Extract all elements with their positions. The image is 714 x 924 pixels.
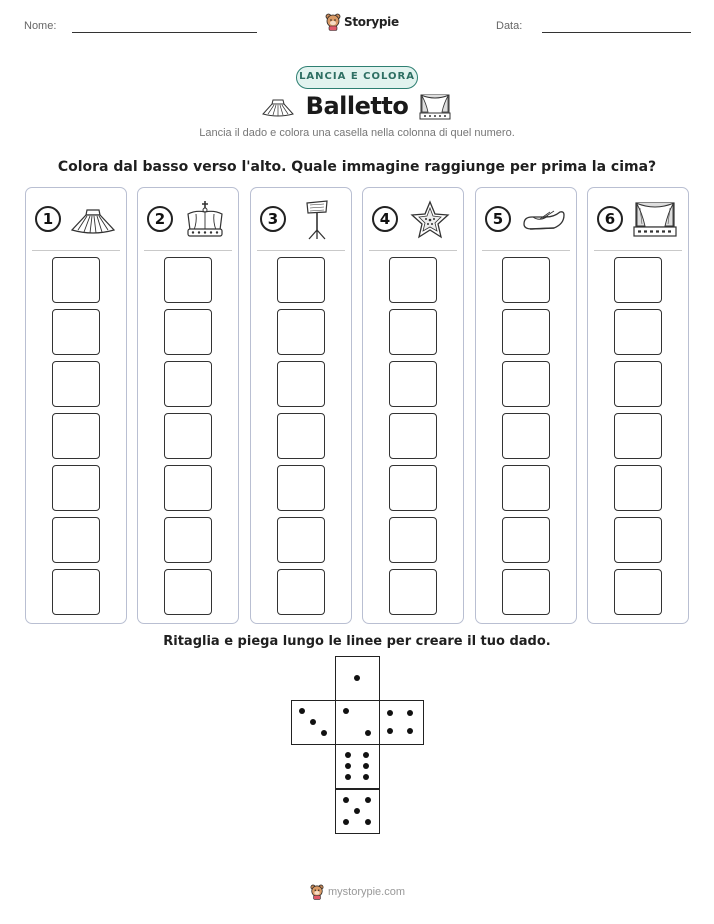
color-box[interactable]	[277, 517, 325, 563]
color-box[interactable]	[614, 257, 662, 303]
color-box[interactable]	[277, 361, 325, 407]
color-box[interactable]	[614, 413, 662, 459]
color-box[interactable]	[164, 361, 212, 407]
color-box[interactable]	[502, 517, 550, 563]
column-number: 1	[35, 206, 61, 232]
color-box[interactable]	[164, 569, 212, 615]
theater-stage-icon	[632, 200, 678, 240]
ballet-shoe-icon	[520, 200, 566, 240]
dice-pip	[363, 763, 369, 769]
color-box[interactable]	[164, 257, 212, 303]
dice-pip	[387, 710, 393, 716]
color-box[interactable]	[614, 309, 662, 355]
dice-pip	[387, 728, 393, 734]
column-number: 2	[147, 206, 173, 232]
dice-pip	[363, 752, 369, 758]
color-box[interactable]	[52, 465, 100, 511]
bear-mascot-icon	[310, 884, 324, 900]
color-box[interactable]	[52, 309, 100, 355]
dice-face-4	[379, 700, 424, 745]
crown-icon	[182, 200, 228, 240]
column-number: 3	[260, 206, 286, 232]
dice-pip	[365, 730, 371, 736]
dice-pip	[343, 797, 349, 803]
column-header	[26, 188, 126, 250]
dice-pip	[343, 708, 349, 714]
column-3	[250, 187, 352, 624]
color-box[interactable]	[164, 413, 212, 459]
dice-face-6	[335, 744, 380, 789]
dice-pip	[407, 710, 413, 716]
subtitle: Lancia il dado e colora una casella nella colonna di quel numero.	[199, 127, 515, 139]
footer	[310, 884, 405, 900]
color-box[interactable]	[389, 517, 437, 563]
column-5	[475, 187, 577, 624]
dice-face-5	[335, 789, 380, 834]
color-box[interactable]	[277, 413, 325, 459]
column-header	[363, 188, 463, 250]
instruction: Colora dal basso verso l'alto. Quale immagine raggiunge per prima la cima?	[57, 159, 657, 175]
color-box[interactable]	[502, 257, 550, 303]
column-number: 5	[485, 206, 511, 232]
column-4	[362, 187, 464, 624]
column-number: 6	[597, 206, 623, 232]
dice-pip	[345, 763, 351, 769]
column-divider	[482, 250, 570, 251]
color-box[interactable]	[277, 465, 325, 511]
activity-badge: LANCIA E COLORA	[296, 66, 418, 89]
bear-mascot-icon	[325, 13, 341, 31]
dice-pip	[343, 819, 349, 825]
color-box[interactable]	[164, 517, 212, 563]
date-line	[542, 32, 691, 33]
color-box[interactable]	[502, 361, 550, 407]
color-box[interactable]	[389, 257, 437, 303]
column-divider	[257, 250, 345, 251]
dice-pip	[365, 819, 371, 825]
dice-face-3	[291, 700, 336, 745]
column-divider	[594, 250, 682, 251]
name-label: Nome:	[24, 20, 57, 32]
column-header	[138, 188, 238, 250]
date-label: Data:	[496, 20, 523, 32]
color-box[interactable]	[389, 569, 437, 615]
brand-name: Storypie	[344, 15, 399, 29]
column-1	[25, 187, 127, 624]
color-box[interactable]	[389, 465, 437, 511]
page-title: Balletto	[305, 92, 409, 120]
color-box[interactable]	[277, 257, 325, 303]
dice-pip	[299, 708, 305, 714]
color-box[interactable]	[52, 361, 100, 407]
tutu-icon	[70, 200, 116, 240]
color-box[interactable]	[614, 517, 662, 563]
footer-url: mystorypie.com	[328, 886, 406, 898]
column-header	[588, 188, 688, 250]
column-2	[137, 187, 239, 624]
color-box[interactable]	[52, 257, 100, 303]
color-box[interactable]	[52, 413, 100, 459]
color-box[interactable]	[277, 309, 325, 355]
dice-face-1	[335, 656, 380, 701]
dice-pip	[363, 774, 369, 780]
color-box[interactable]	[502, 569, 550, 615]
dice-pip	[407, 728, 413, 734]
column-header	[251, 188, 351, 250]
column-divider	[369, 250, 457, 251]
theater-stage-icon	[419, 93, 451, 121]
color-box[interactable]	[389, 309, 437, 355]
color-box[interactable]	[502, 309, 550, 355]
dice-pip	[354, 675, 360, 681]
color-box[interactable]	[502, 465, 550, 511]
color-box[interactable]	[614, 361, 662, 407]
cut-instruction: Ritaglia e piega lungo le linee per creare il tuo dado.	[163, 634, 551, 649]
dice-pip	[365, 797, 371, 803]
column-6	[587, 187, 689, 624]
color-box[interactable]	[389, 413, 437, 459]
color-box[interactable]	[502, 413, 550, 459]
color-box[interactable]	[164, 465, 212, 511]
color-box[interactable]	[614, 465, 662, 511]
column-divider	[32, 250, 120, 251]
color-box[interactable]	[277, 569, 325, 615]
dice-pip	[310, 719, 316, 725]
column-header	[476, 188, 576, 250]
dice-pip	[321, 730, 327, 736]
color-box[interactable]	[164, 309, 212, 355]
color-box[interactable]	[389, 361, 437, 407]
dice-pip	[345, 774, 351, 780]
color-box[interactable]	[52, 569, 100, 615]
color-box[interactable]	[52, 517, 100, 563]
dice-pip	[354, 808, 360, 814]
name-line	[72, 32, 257, 33]
column-divider	[144, 250, 232, 251]
dice-face-2	[335, 700, 380, 745]
music-stand-icon	[295, 200, 341, 240]
brand-logo	[325, 13, 399, 31]
column-number: 4	[372, 206, 398, 232]
color-box[interactable]	[614, 569, 662, 615]
dice-pip	[345, 752, 351, 758]
star-ornament-icon	[407, 200, 453, 240]
